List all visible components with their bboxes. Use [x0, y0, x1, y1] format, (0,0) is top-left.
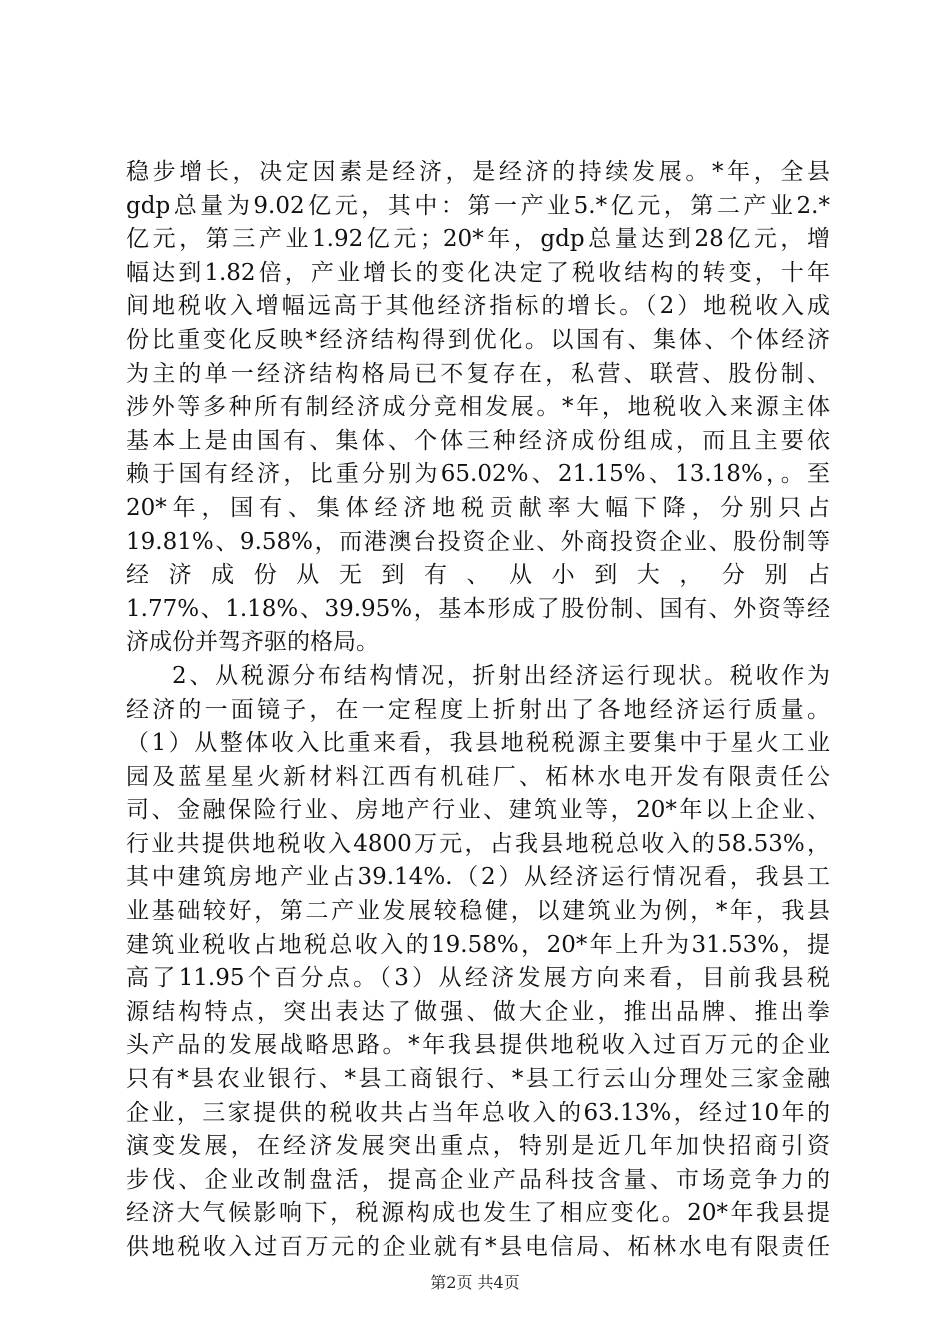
text-line: 园及蓝星星火新材料江西有机硅厂、柘林水电开发有限责任公	[126, 763, 830, 790]
text-line: 头产品的发展战略思路。*年我县提供地税收入过百万元的企业	[126, 1032, 830, 1059]
text-line: 经济成份从无到有、从小到大，分别占	[126, 562, 830, 589]
text-line: （1）从整体收入比重来看，我县地税税源主要集中于星火工业	[126, 730, 830, 757]
text-line: 济成份并驾齐驱的格局。	[126, 629, 379, 656]
text-line: 1.77%、1.18%、39.95%，基本形成了股份制、国有、外资等经	[126, 595, 830, 622]
text-line: 基本上是由国有、集体、个体三种经济成份组成，而且主要依	[126, 427, 830, 454]
text-line: 2、从税源分布结构情况，折射出经济运行现状。税收作为	[172, 662, 830, 689]
text-line: 司、金融保险行业、房地产行业、建筑业等，20*年以上企业、	[126, 797, 830, 824]
text-line: 只有*县农业银行、*县工商银行、*县工行云山分理处三家金融	[126, 1066, 830, 1093]
text-line: 亿元，第三产业1.92亿元；20*年，gdp总量达到28亿元，增	[126, 226, 830, 253]
text-line: 经济的一面镜子，在一定程度上折射出了各地经济运行质量。	[126, 696, 830, 723]
text-line: 企业，三家提供的税收共占当年总收入的63.13%，经过10年的	[126, 1099, 830, 1126]
text-line: 赖于国有经济，比重分别为65.02%、21.15%、13.18%，。至	[126, 461, 830, 488]
text-line: gdp总量为9.02亿元，其中：第一产业5.*亿元，第二产业2.*	[126, 192, 830, 219]
text-line: 建筑业税收占地税总收入的19.58%，20*年上升为31.53%，提	[126, 931, 830, 958]
text-line: 20*年，国有、集体经济地税贡献率大幅下降，分别只占	[126, 494, 830, 521]
text-line: 供地税收入过百万元的企业就有*县电信局、柘林水电有限责任	[126, 1234, 830, 1260]
text-line: 稳步增长，决定因素是经济，是经济的持续发展。*年，全县	[126, 159, 830, 185]
page-footer: 第2页 共4页	[430, 1273, 520, 1292]
text-line: 19.81%、9.58%，而港澳台投资企业、外商投资企业、股份制等	[126, 528, 830, 555]
text-line: 幅达到1.82倍，产业增长的变化决定了税收结构的转变，十年	[126, 259, 830, 286]
text-line: 份比重变化反映*经济结构得到优化。以国有、集体、个体经济	[126, 326, 830, 353]
text-line: 间地税收入增幅远高于其他经济指标的增长。（2）地税收入成	[126, 293, 830, 320]
text-line: 涉外等多种所有制经济成分竞相发展。*年，地税收入来源主体	[126, 394, 830, 421]
text-line: 步伐、企业改制盘活，提高企业产品科技含量、市场竞争力的	[126, 1166, 830, 1193]
text-line: 源结构特点，突出表达了做强、做大企业，推出品牌、推出拳	[126, 998, 830, 1025]
text-line: 高了11.95个百分点。（3）从经济发展方向来看，目前我县税	[126, 965, 830, 992]
text-line: 经济大气候影响下，税源构成也发生了相应变化。20*年我县提	[126, 1200, 830, 1227]
text-line: 行业共提供地税收入4800万元，占我县地税总收入的58.53%，	[126, 830, 830, 857]
text-line: 演变发展，在经济发展突出重点，特别是近几年加快招商引资	[126, 1133, 830, 1160]
body-text	[126, 156, 830, 1265]
text-line: 业基础较好，第二产业发展较稳健，以建筑业为例，*年，我县	[126, 898, 830, 925]
text-line: 为主的单一经济结构格局已不复存在，私营、联营、股份制、	[126, 360, 830, 387]
text-line: 其中建筑房地产业占39.14%.（2）从经济运行情况看，我县工	[126, 864, 830, 891]
